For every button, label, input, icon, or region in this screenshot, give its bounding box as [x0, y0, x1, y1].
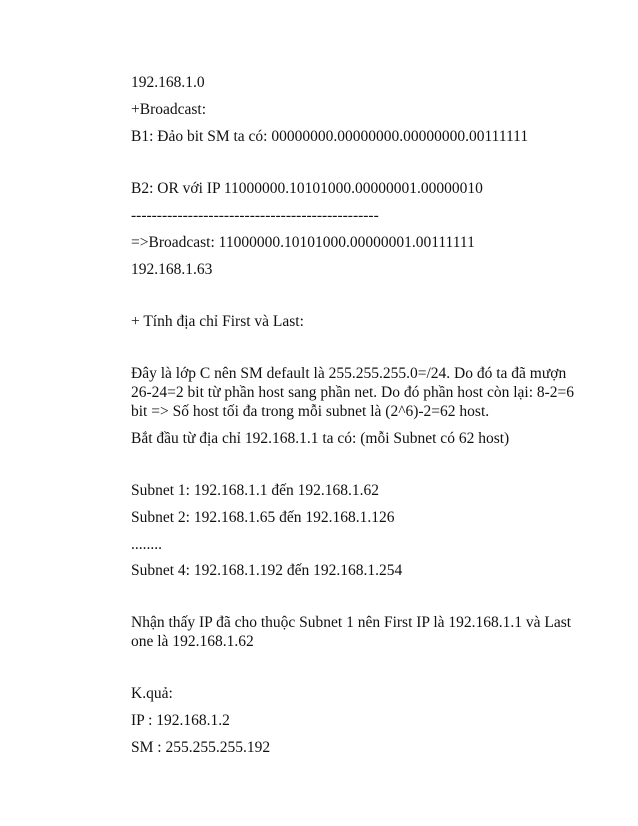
paragraph-line-1: Đây là lớp C nên SM default là 255.255.255.0=/24. Do đó ta đã mượn [131, 365, 567, 382]
step1-invert-mask-line: B1: Đảo bit SM ta có: 00000000.00000000.00000000.00111111 [131, 128, 529, 145]
first-last-heading: + Tính địa chỉ First và Last: [131, 313, 304, 330]
subnet-1-line: Subnet 1: 192.168.1.1 đến 192.168.1.62 [131, 482, 379, 499]
broadcast-binary-line: =>Broadcast: 11000000.10101000.00000001.00111111 [131, 234, 475, 251]
result-heading: K.quả: [131, 685, 173, 702]
separator-dashes: ------------------------------------------------ [131, 207, 379, 224]
result-ip-line: IP : 192.168.1.2 [131, 712, 230, 729]
step2-or-ip-line: B2: OR với IP 11000000.10101000.00000001.00000010 [131, 180, 483, 197]
network-address-line: 192.168.1.0 [131, 74, 205, 91]
ellipsis-line: ........ [131, 536, 162, 553]
conclusion-line-1: Nhận thấy IP đã cho thuộc Subnet 1 nên First IP là 192.168.1.1 và Last [131, 614, 572, 631]
subnet-2-line: Subnet 2: 192.168.1.65 đến 192.168.1.126 [131, 509, 395, 526]
conclusion-line-2: one là 192.168.1.62 [131, 633, 254, 650]
subnet-4-line: Subnet 4: 192.168.1.192 đến 192.168.1.254 [131, 562, 403, 579]
start-address-line: Bắt đầu từ địa chỉ 192.168.1.1 ta có: (mỗi Subnet có 62 host) [131, 430, 510, 447]
broadcast-address-line: 192.168.1.63 [131, 261, 213, 278]
result-sm-line: SM : 255.255.255.192 [131, 739, 271, 756]
broadcast-heading: +Broadcast: [131, 101, 207, 118]
paragraph-line-2: 26-24=2 bit từ phần host sang phần net. Do đó phần host còn lại: 8-2=6 [131, 384, 575, 401]
paragraph-line-3: bit => Số host tối đa trong mỗi subnet là (2^6)-2=62 host. [131, 403, 490, 420]
